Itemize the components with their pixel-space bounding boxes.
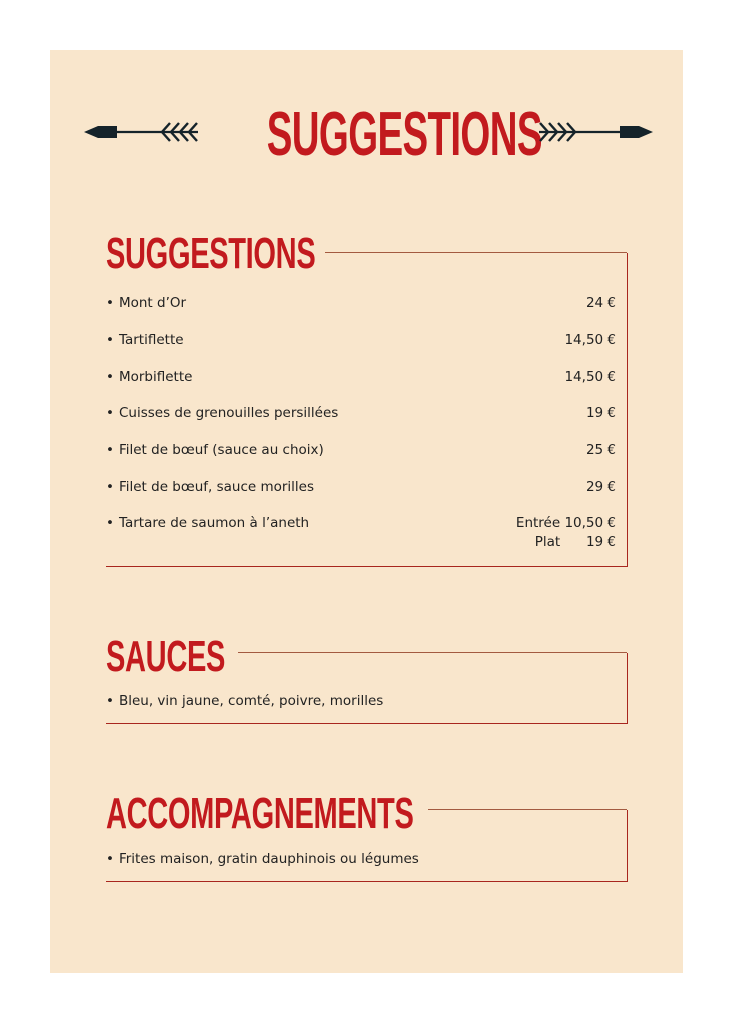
item-price: 24 €	[585, 295, 616, 311]
item-name: Filet de bœuf (sauce au choix)	[118, 442, 324, 458]
item-price-entree: Entrée 10,50 €	[515, 515, 616, 531]
item-name: Tartiflette	[118, 332, 184, 348]
arrow-left-icon	[84, 120, 200, 144]
item-price: 25 €	[585, 442, 616, 458]
menu-page: SUGGESTIONS SUGGESTIONS • Mont d’Or 24 € • Tartiflette 14,50 € • Morbiflette 14,50 € • Cuisses de grenouilles persillées 19 € • Filet de bœuf (sauce au choix) 25 € • Filet de bœuf, sauce morilles 29 € • Tartare de saumon à l’aneth Entrée 10,50 € Plat 19 € SAUCES • Bleu, vin jaune, comté, poivre, morilles ACCOMPAGNEMENTS • Frites maison, gratin dauphinois ou légumes	[50, 50, 683, 973]
item-name: Morbiflette	[118, 369, 193, 385]
divider	[238, 652, 627, 653]
divider	[428, 809, 627, 810]
section-title: SUGGESTIONS	[106, 229, 316, 278]
divider	[325, 252, 627, 253]
item-name: Bleu, vin jaune, comté, poivre, morilles	[118, 693, 384, 709]
item-price: 14,50 €	[564, 332, 616, 348]
section-title: ACCOMPAGNEMENTS	[106, 789, 414, 838]
item-name: Filet de bœuf, sauce morilles	[118, 479, 315, 495]
item-price: 19 €	[585, 405, 616, 421]
item-name: Frites maison, gratin dauphinois ou légumes	[118, 851, 419, 867]
arrow-right-icon	[537, 120, 653, 144]
item-name: Tartare de saumon à l’aneth	[118, 515, 310, 531]
item-name: Cuisses de grenouilles persillées	[118, 405, 339, 421]
item-name: Mont d’Or	[118, 295, 187, 311]
section-title: SAUCES	[106, 632, 226, 681]
main-header	[50, 100, 683, 212]
main-title: SUGGESTIONS	[266, 100, 542, 169]
section-box	[106, 653, 628, 724]
item-price: 29 €	[585, 479, 616, 495]
item-price-plat: Plat 19 €	[534, 534, 616, 550]
section-box	[106, 810, 628, 882]
item-price: 14,50 €	[564, 369, 616, 385]
